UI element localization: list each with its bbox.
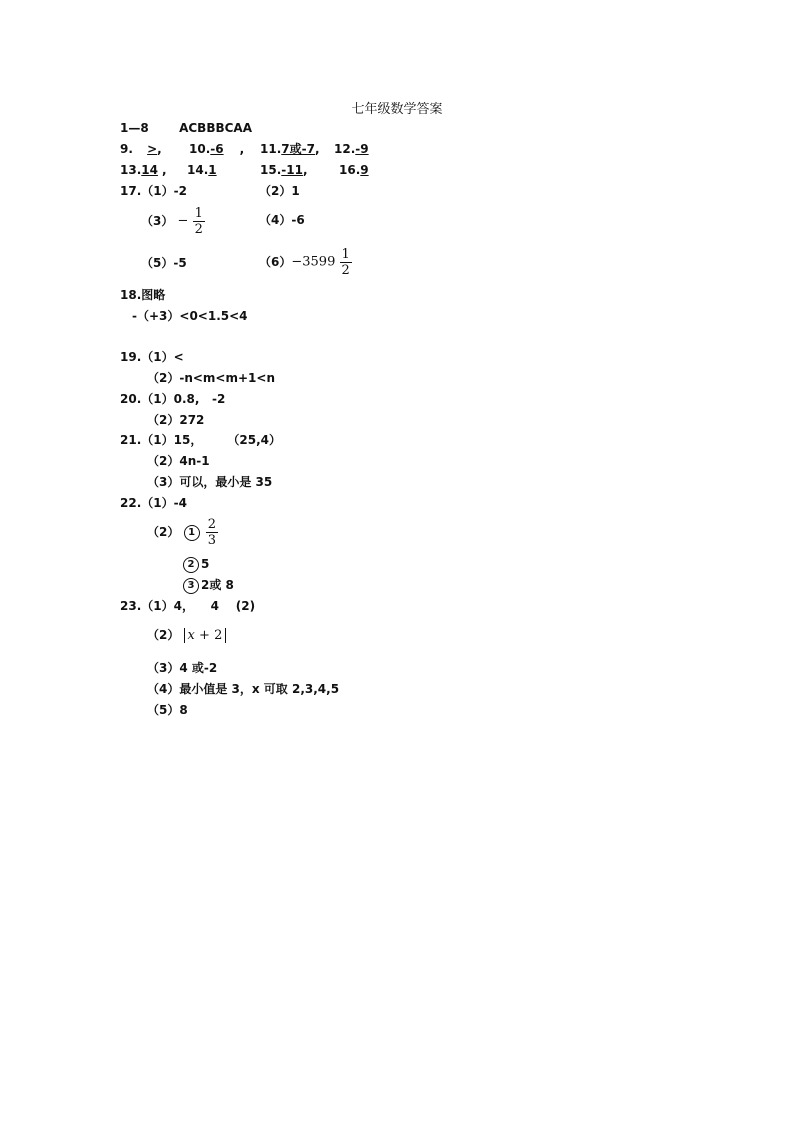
fraction: $\frac{1}{2}$ (341, 247, 350, 278)
page-title: 七年级数学答案 (351, 102, 443, 117)
answer-19-1: 19.（1）< (120, 350, 184, 364)
answer-22-2-1: （2） 1 $\frac{2}{3}$ (147, 517, 217, 548)
answer-23-1: 23.（1）4， 4 (2) (120, 599, 256, 613)
answer-20-2: （2）272 (147, 413, 205, 427)
answer-17-5: （5）-5 (141, 256, 187, 270)
answer-23-3: （3）4 或-2 (147, 661, 218, 675)
answer-17-6: （6）−3599 $\frac{1}{2}$ (259, 247, 350, 278)
answer-22-2-3: 3 2或 8 (183, 577, 234, 594)
fraction: $\frac{2}{3}$ (207, 517, 217, 548)
answer-21-2: （2）4n-1 (147, 454, 210, 468)
circled-number: 2 (183, 557, 199, 573)
answer-20-1: 20.（1）0.8, -2 (120, 392, 226, 406)
answer-17-4: （4）-6 (259, 213, 305, 227)
answer-21-3: （3）可以，最小是 35 (147, 475, 273, 489)
answer-17-2: （2）1 (259, 184, 300, 198)
answer-23-4: （4）最小值是 3，x 可取 2,3,4,5 (147, 682, 340, 696)
answer-12: 12.-9 (334, 142, 369, 156)
answer-9: 9. >, (120, 142, 162, 156)
answer-13: 13.14 , (120, 163, 167, 177)
answer-row-1-8 (120, 120, 252, 136)
answer-22-2-2: 2 5 (183, 556, 209, 573)
question-label: 1—8 (120, 121, 149, 135)
answer-15: 15.-11, (260, 163, 308, 177)
answer-17-1: 17.（1）-2 (120, 184, 187, 198)
circled-number: 1 (184, 525, 200, 541)
answer-19-2: （2）-n<m<m+1<n (147, 371, 275, 385)
fraction: $\frac{1}{2}$ (194, 206, 203, 237)
answer-text: ACBBBCAA (179, 121, 252, 135)
absolute-value-expression: x + 2 (184, 628, 227, 643)
circled-number: 3 (183, 578, 199, 594)
answer-18-inequality: -（+3）<0<1.5<4 (132, 309, 248, 323)
answer-23-5: （5）8 (147, 703, 188, 717)
answer-21-1: 21.（1）15， （25,4） (120, 433, 281, 447)
answer-14: 14.1 (187, 163, 217, 177)
answer-23-2: （2） x + 2 (147, 627, 226, 644)
answer-10: 10.-6 , (189, 142, 245, 156)
answer-16: 16.9 (339, 163, 369, 177)
answer-18: 18.图略 (120, 288, 166, 302)
answer-22-1: 22.（1）-4 (120, 496, 187, 510)
answer-11: 11.7或-7, (260, 142, 320, 156)
answer-17-3: （3） − $\frac{1}{2}$ (141, 206, 203, 237)
